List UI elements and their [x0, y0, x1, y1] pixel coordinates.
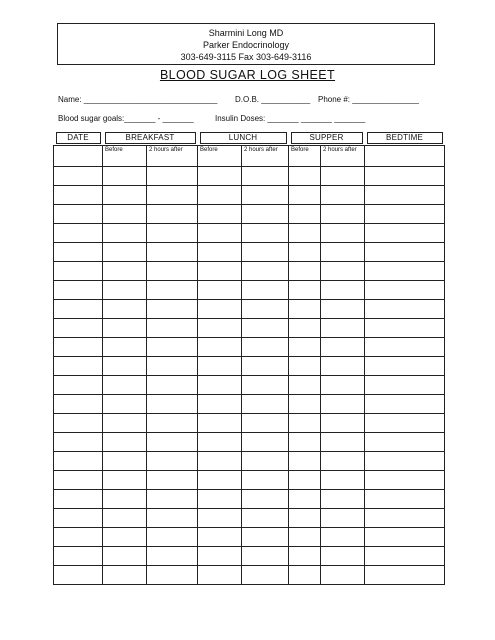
- log-entry-cell[interactable]: [321, 547, 365, 566]
- doctor-name: Sharmini Long MD: [208, 28, 284, 38]
- log-entry-cell[interactable]: [289, 433, 321, 452]
- log-entry-cell[interactable]: [321, 490, 365, 509]
- log-entry-cell[interactable]: [242, 566, 289, 585]
- log-entry-cell[interactable]: [242, 224, 289, 243]
- log-entry-cell[interactable]: [242, 414, 289, 433]
- log-entry-cell[interactable]: [321, 471, 365, 490]
- log-row: [54, 281, 445, 300]
- log-entry-cell[interactable]: [103, 414, 147, 433]
- log-entry-cell[interactable]: [147, 490, 198, 509]
- log-entry-cell[interactable]: [289, 224, 321, 243]
- name-field[interactable]: Name: ______________________________: [58, 95, 218, 104]
- log-entry-cell[interactable]: [54, 566, 103, 585]
- log-entry-cell[interactable]: [365, 281, 445, 300]
- log-entry-cell[interactable]: [365, 338, 445, 357]
- log-entry-cell[interactable]: [198, 395, 242, 414]
- log-entry-cell[interactable]: [54, 338, 103, 357]
- log-entry-cell[interactable]: [198, 452, 242, 471]
- log-row: [54, 186, 445, 205]
- log-entry-cell[interactable]: [289, 414, 321, 433]
- log-entry-cell[interactable]: [242, 528, 289, 547]
- log-entry-cell[interactable]: [103, 262, 147, 281]
- log-entry-cell[interactable]: [365, 243, 445, 262]
- log-entry-cell[interactable]: [54, 167, 103, 186]
- log-row: [54, 509, 445, 528]
- supper-header: SUPPER: [291, 132, 363, 144]
- log-entry-cell[interactable]: [289, 167, 321, 186]
- log-entry-cell[interactable]: [54, 243, 103, 262]
- log-entry-cell[interactable]: [198, 566, 242, 585]
- log-entry-cell[interactable]: [365, 433, 445, 452]
- log-entry-cell[interactable]: [103, 395, 147, 414]
- log-entry-cell[interactable]: [242, 186, 289, 205]
- log-entry-cell[interactable]: [198, 338, 242, 357]
- log-entry-cell[interactable]: [365, 528, 445, 547]
- log-entry-cell[interactable]: [147, 167, 198, 186]
- log-entry-cell[interactable]: [365, 471, 445, 490]
- subheader-cell: [54, 146, 103, 167]
- log-row: [54, 300, 445, 319]
- subheader-cell: 2 hours after: [147, 146, 198, 167]
- log-entry-cell[interactable]: [54, 186, 103, 205]
- log-entry-cell[interactable]: [147, 205, 198, 224]
- log-entry-cell[interactable]: [365, 300, 445, 319]
- log-entry-cell[interactable]: [321, 566, 365, 585]
- log-entry-cell[interactable]: [103, 528, 147, 547]
- log-entry-cell[interactable]: [365, 224, 445, 243]
- log-entry-cell[interactable]: [289, 205, 321, 224]
- log-row: [54, 471, 445, 490]
- log-entry-cell[interactable]: [147, 414, 198, 433]
- log-entry-cell[interactable]: [242, 395, 289, 414]
- log-entry-cell[interactable]: [198, 490, 242, 509]
- log-entry-cell[interactable]: [365, 205, 445, 224]
- log-entry-cell[interactable]: [289, 395, 321, 414]
- log-entry-cell[interactable]: [321, 243, 365, 262]
- log-row: [54, 243, 445, 262]
- log-entry-cell[interactable]: [321, 186, 365, 205]
- log-entry-cell[interactable]: [147, 376, 198, 395]
- log-entry-cell[interactable]: [198, 433, 242, 452]
- subheader-cell: Before: [198, 146, 242, 167]
- log-entry-cell[interactable]: [54, 509, 103, 528]
- log-entry-cell[interactable]: [365, 319, 445, 338]
- log-entry-cell[interactable]: [289, 376, 321, 395]
- log-entry-cell[interactable]: [289, 357, 321, 376]
- log-entry-cell[interactable]: [289, 338, 321, 357]
- log-entry-cell[interactable]: [198, 357, 242, 376]
- log-entry-cell[interactable]: [147, 319, 198, 338]
- log-entry-cell[interactable]: [365, 262, 445, 281]
- log-entry-cell[interactable]: [147, 300, 198, 319]
- log-entry-cell[interactable]: [289, 547, 321, 566]
- log-row: [54, 357, 445, 376]
- log-entry-cell[interactable]: [242, 490, 289, 509]
- log-entry-cell[interactable]: [103, 167, 147, 186]
- log-entry-cell[interactable]: [242, 243, 289, 262]
- log-row: [54, 528, 445, 547]
- log-entry-cell[interactable]: [54, 376, 103, 395]
- practice-name: Parker Endocrinology: [202, 40, 290, 50]
- log-entry-cell[interactable]: [242, 471, 289, 490]
- contact-numbers: 303-649-3115 Fax 303-649-3116: [180, 52, 312, 62]
- log-row: [54, 490, 445, 509]
- log-entry-cell[interactable]: [54, 452, 103, 471]
- log-entry-cell[interactable]: [54, 300, 103, 319]
- log-entry-cell[interactable]: [242, 281, 289, 300]
- log-entry-cell[interactable]: [321, 281, 365, 300]
- log-entry-cell[interactable]: [289, 186, 321, 205]
- log-entry-cell[interactable]: [289, 566, 321, 585]
- dob-field[interactable]: D.O.B. ___________: [235, 95, 311, 104]
- log-entry-cell[interactable]: [365, 509, 445, 528]
- log-entry-cell[interactable]: [103, 547, 147, 566]
- log-entry-cell[interactable]: [289, 509, 321, 528]
- log-entry-cell[interactable]: [242, 167, 289, 186]
- log-entry-cell[interactable]: [289, 528, 321, 547]
- bedtime-header: BEDTIME: [367, 132, 443, 144]
- log-entry-cell[interactable]: [103, 281, 147, 300]
- log-entry-cell[interactable]: [198, 205, 242, 224]
- log-entry-cell[interactable]: [147, 262, 198, 281]
- log-row: [54, 395, 445, 414]
- log-entry-cell[interactable]: [289, 471, 321, 490]
- log-entry-cell[interactable]: [147, 471, 198, 490]
- subheader-cell: Before: [103, 146, 147, 167]
- log-entry-cell[interactable]: [54, 433, 103, 452]
- log-entry-cell[interactable]: [54, 547, 103, 566]
- log-entry-cell[interactable]: [147, 243, 198, 262]
- log-entry-cell[interactable]: [103, 319, 147, 338]
- log-entry-cell[interactable]: [321, 414, 365, 433]
- log-entry-cell[interactable]: [198, 186, 242, 205]
- log-entry-cell[interactable]: [321, 452, 365, 471]
- log-entry-cell[interactable]: [103, 509, 147, 528]
- log-entry-cell[interactable]: [198, 281, 242, 300]
- log-entry-cell[interactable]: [198, 300, 242, 319]
- log-entry-cell[interactable]: [54, 281, 103, 300]
- log-entry-cell[interactable]: [321, 509, 365, 528]
- log-entry-cell[interactable]: [365, 186, 445, 205]
- log-entry-cell[interactable]: [365, 376, 445, 395]
- log-entry-cell[interactable]: [198, 243, 242, 262]
- log-entry-cell[interactable]: [321, 224, 365, 243]
- log-entry-cell[interactable]: [365, 490, 445, 509]
- log-entry-cell[interactable]: [54, 319, 103, 338]
- section-header-row: [54, 131, 445, 146]
- log-row: [54, 262, 445, 281]
- log-entry-cell[interactable]: [321, 338, 365, 357]
- log-entry-cell[interactable]: [198, 471, 242, 490]
- log-entry-cell[interactable]: [54, 262, 103, 281]
- log-entry-cell[interactable]: [103, 452, 147, 471]
- log-entry-cell[interactable]: [242, 319, 289, 338]
- log-entry-cell[interactable]: [54, 224, 103, 243]
- log-entry-cell[interactable]: [321, 376, 365, 395]
- log-entry-cell[interactable]: [54, 357, 103, 376]
- log-entry-cell[interactable]: [242, 433, 289, 452]
- blood-sugar-goals-field[interactable]: Blood sugar goals:_______ - _______: [58, 114, 194, 123]
- log-entry-cell[interactable]: [242, 357, 289, 376]
- log-entry-cell[interactable]: [147, 528, 198, 547]
- clinic-header-box: [57, 23, 435, 65]
- log-entry-cell[interactable]: [54, 471, 103, 490]
- log-entry-cell[interactable]: [365, 414, 445, 433]
- log-entry-cell[interactable]: [321, 262, 365, 281]
- log-row: [54, 319, 445, 338]
- log-entry-cell[interactable]: [242, 205, 289, 224]
- log-entry-cell[interactable]: [365, 167, 445, 186]
- lunch-header: LUNCH: [200, 132, 287, 144]
- log-entry-cell[interactable]: [103, 243, 147, 262]
- log-entry-cell[interactable]: [198, 547, 242, 566]
- log-entry-cell[interactable]: [54, 528, 103, 547]
- log-entry-cell[interactable]: [289, 452, 321, 471]
- log-entry-cell[interactable]: [289, 319, 321, 338]
- log-entry-cell[interactable]: [198, 509, 242, 528]
- subheader-cell: [365, 146, 445, 167]
- log-entry-cell[interactable]: [321, 167, 365, 186]
- log-entry-cell[interactable]: [103, 186, 147, 205]
- phone-field[interactable]: Phone #: _______________: [318, 95, 419, 104]
- log-entry-cell[interactable]: [103, 357, 147, 376]
- log-entry-cell[interactable]: [147, 357, 198, 376]
- log-entry-cell[interactable]: [289, 490, 321, 509]
- log-entry-cell[interactable]: [147, 547, 198, 566]
- log-entry-cell[interactable]: [103, 490, 147, 509]
- log-entry-cell[interactable]: [242, 509, 289, 528]
- log-entry-cell[interactable]: [198, 376, 242, 395]
- log-entry-cell[interactable]: [147, 224, 198, 243]
- date-header: DATE: [56, 132, 101, 144]
- log-entry-cell[interactable]: [103, 300, 147, 319]
- log-entry-cell[interactable]: [321, 205, 365, 224]
- log-entry-cell[interactable]: [242, 452, 289, 471]
- log-entry-cell[interactable]: [321, 357, 365, 376]
- log-entry-cell[interactable]: [242, 338, 289, 357]
- log-row: [54, 167, 445, 186]
- log-entry-cell[interactable]: [289, 300, 321, 319]
- log-entry-cell[interactable]: [147, 433, 198, 452]
- log-row: [54, 224, 445, 243]
- log-entry-cell[interactable]: [54, 205, 103, 224]
- log-entry-cell[interactable]: [365, 547, 445, 566]
- log-entry-cell[interactable]: [103, 205, 147, 224]
- subheader-cell: 2 hours after: [242, 146, 289, 167]
- log-entry-cell[interactable]: [242, 300, 289, 319]
- log-row: [54, 547, 445, 566]
- log-entry-cell[interactable]: [289, 281, 321, 300]
- log-entry-cell[interactable]: [54, 395, 103, 414]
- log-entry-cell[interactable]: [198, 319, 242, 338]
- log-entry-cell[interactable]: [147, 281, 198, 300]
- subheader-cell: Before: [289, 146, 321, 167]
- log-entry-cell[interactable]: [147, 509, 198, 528]
- log-row: [54, 566, 445, 585]
- log-entry-cell[interactable]: [198, 414, 242, 433]
- log-entry-cell[interactable]: [54, 414, 103, 433]
- log-entry-cell[interactable]: [321, 528, 365, 547]
- log-entry-cell[interactable]: [242, 262, 289, 281]
- log-entry-cell[interactable]: [147, 338, 198, 357]
- log-entry-cell[interactable]: [321, 319, 365, 338]
- log-row: [54, 338, 445, 357]
- log-entry-cell[interactable]: [147, 452, 198, 471]
- log-entry-cell[interactable]: [147, 186, 198, 205]
- log-row: [54, 433, 445, 452]
- log-entry-cell[interactable]: [289, 262, 321, 281]
- log-entry-cell[interactable]: [103, 471, 147, 490]
- blood-sugar-log-table: [53, 131, 445, 585]
- page-title: BLOOD SUGAR LOG SHEET: [159, 68, 336, 82]
- log-entry-cell[interactable]: [198, 167, 242, 186]
- log-entry-cell[interactable]: [242, 547, 289, 566]
- log-row: [54, 376, 445, 395]
- log-entry-cell[interactable]: [103, 224, 147, 243]
- log-entry-cell[interactable]: [103, 338, 147, 357]
- log-entry-cell[interactable]: [321, 395, 365, 414]
- log-entry-cell[interactable]: [365, 452, 445, 471]
- subheader-row: [54, 146, 445, 167]
- log-entry-cell[interactable]: [365, 357, 445, 376]
- log-entry-cell[interactable]: [365, 395, 445, 414]
- log-entry-cell[interactable]: [198, 262, 242, 281]
- log-entry-cell[interactable]: [147, 566, 198, 585]
- log-entry-cell[interactable]: [103, 566, 147, 585]
- log-entry-cell[interactable]: [321, 433, 365, 452]
- log-row: [54, 205, 445, 224]
- log-entry-cell[interactable]: [289, 243, 321, 262]
- log-entry-cell[interactable]: [103, 376, 147, 395]
- subheader-cell: 2 hours after: [321, 146, 365, 167]
- log-rows: [54, 167, 445, 585]
- log-entry-cell[interactable]: [242, 376, 289, 395]
- log-entry-cell[interactable]: [365, 566, 445, 585]
- log-entry-cell[interactable]: [147, 395, 198, 414]
- log-entry-cell[interactable]: [321, 300, 365, 319]
- breakfast-header: BREAKFAST: [105, 132, 196, 144]
- log-entry-cell[interactable]: [198, 224, 242, 243]
- log-row: [54, 414, 445, 433]
- log-entry-cell[interactable]: [103, 433, 147, 452]
- log-row: [54, 452, 445, 471]
- insulin-doses-field[interactable]: Insulin Doses: _______ _______ _______: [215, 114, 366, 123]
- log-entry-cell[interactable]: [54, 490, 103, 509]
- log-entry-cell[interactable]: [198, 528, 242, 547]
